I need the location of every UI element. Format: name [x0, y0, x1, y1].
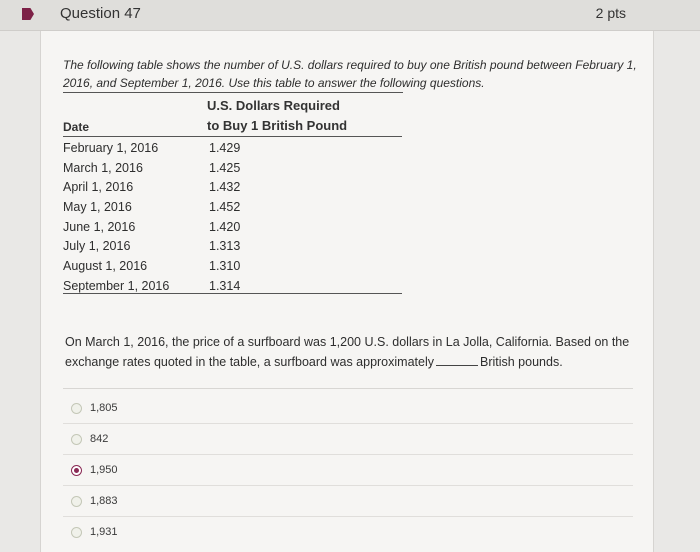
answers-divider — [63, 388, 633, 389]
answer-label: 1,883 — [90, 495, 118, 507]
answer-blank — [436, 364, 478, 366]
table-cell-rate: 1.310 — [209, 259, 241, 274]
table-row — [63, 139, 403, 159]
answer-label: 842 — [90, 433, 109, 445]
radio-button[interactable] — [71, 434, 82, 445]
question-text-before: On March 1, 2016, the price of a surfboard was 1,200 U.S. dollars in La Jolla, California. Based on the exchange rates quoted in the table, a surfboard was approximately — [65, 335, 630, 369]
table-header-rate-line1: U.S. Dollars Required — [207, 98, 340, 113]
table-top-rule — [63, 136, 402, 137]
table-cell-date: June 1, 2016 — [63, 219, 136, 234]
answer-option[interactable] — [63, 393, 633, 424]
question-text-after: British pounds. — [479, 355, 563, 369]
intro-underline — [63, 92, 403, 93]
answer-label: 1,950 — [90, 464, 118, 476]
answer-option-selected[interactable] — [63, 455, 633, 486]
table-cell-date: April 1, 2016 — [63, 180, 134, 195]
radio-button[interactable] — [71, 403, 82, 414]
table-cell-rate: 1.420 — [209, 219, 241, 234]
answer-label: 1,805 — [90, 402, 118, 414]
table-cell-rate: 1.425 — [209, 160, 241, 175]
table-cell-date: May 1, 2016 — [63, 200, 132, 215]
table-cell-rate: 1.429 — [209, 141, 241, 155]
table-bottom-rule — [63, 293, 402, 294]
radio-button[interactable] — [71, 527, 82, 538]
flag-icon[interactable] — [22, 8, 34, 20]
table-cell-rate: 1.313 — [209, 239, 241, 254]
table-header-rate-line2: to Buy 1 British Pound — [207, 118, 348, 133]
table-row — [63, 218, 403, 238]
table-header-date: Date — [63, 120, 90, 134]
table-row — [63, 198, 403, 218]
table-cell-rate: 1.452 — [209, 200, 241, 215]
answer-option[interactable] — [63, 486, 633, 517]
table-cell-date: February 1, 2016 — [63, 141, 159, 155]
radio-button[interactable] — [71, 496, 82, 507]
question-prompt — [65, 332, 635, 372]
table-row — [63, 237, 403, 257]
table-cell-date: July 1, 2016 — [63, 239, 131, 254]
table-row — [63, 178, 403, 198]
question-title: Question 47 — [60, 5, 141, 22]
question-card — [40, 31, 654, 552]
table-cell-date: March 1, 2016 — [63, 160, 143, 175]
table-cell-rate: 1.432 — [209, 180, 241, 195]
exchange-rate-table — [63, 139, 403, 297]
question-points: 2 pts — [595, 5, 626, 21]
table-cell-rate: 1.314 — [209, 278, 241, 293]
answer-option[interactable] — [63, 517, 633, 547]
table-row — [63, 159, 403, 179]
table-cell-date: August 1, 2016 — [63, 259, 148, 274]
answer-label: 1,931 — [90, 526, 118, 538]
radio-button-selected[interactable] — [71, 465, 82, 476]
table-row — [63, 257, 403, 277]
answer-options — [63, 393, 633, 547]
table-cell-date: September 1, 2016 — [63, 278, 170, 293]
intro-text: The following table shows the number of U.S. dollars required to buy one British pound between February 1, 2016, and September 1, 2016. Use this table to answer the following questions. — [63, 58, 637, 90]
question-header — [0, 0, 700, 31]
answer-option[interactable] — [63, 424, 633, 455]
